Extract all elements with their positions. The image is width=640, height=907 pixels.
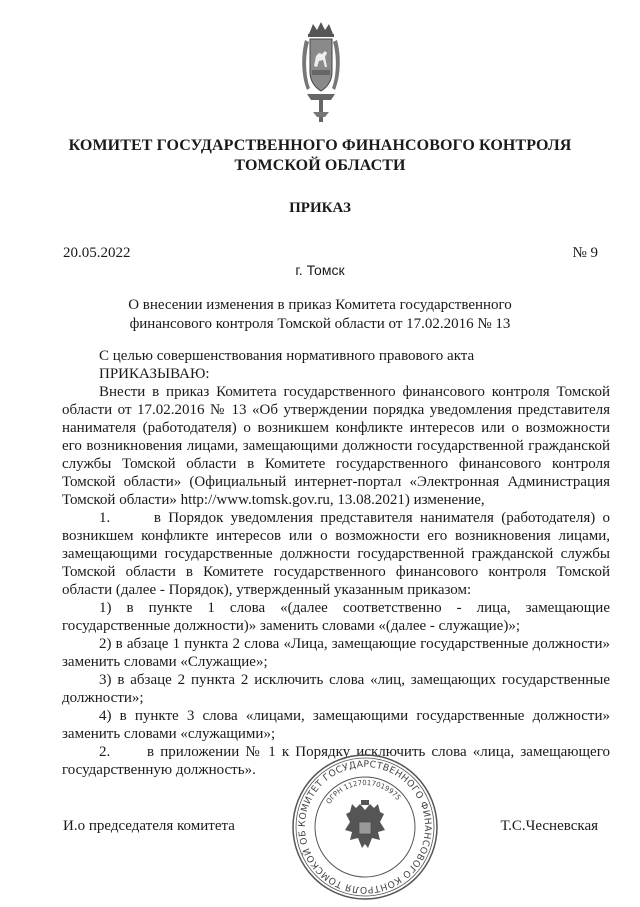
organization-name-line2: ТОМСКОЙ ОБЛАСТИ [234, 157, 406, 174]
body-paragraph: 1. в Порядок уведомления представителя нанимателя (работодателя) о возникшем конфликте интересов или о возможности его возникновения лицами, замещающими государственные должности государственной гражданской службы Томской области в Комитете государственного финансового контроля Томской области (далее - Порядок), утвержденный указанным приказом: [62, 510, 610, 598]
stamp-outer-text: КОМИТЕТ ГОСУДАРСТВЕННОГО ФИНАНСОВОГО КОНТРОЛЯ ТОМСКОЙ ОБ [296, 758, 434, 896]
body-paragraph: 2) в абзаце 1 пункта 2 слова «Лица, замещающие государственные должности» заменить словами «Служащие»; [62, 636, 610, 670]
body-paragraph: 3) в абзаце 2 пункта 2 исключить слова «лиц, замещающих государственные должности»; [62, 672, 610, 706]
document-body [62, 347, 610, 779]
body-paragraph: ПРИКАЗЫВАЮ: [99, 366, 210, 382]
body-paragraph: Внести в приказ Комитета государственного финансового контроля Томской области от 17.02.2016 № 13 «Об утверждении порядка уведомления представителя нанимателя (работодателя) о возникшем конфликте интересов или о возможности его возникновения лицами, замещающими должности государственной гражданской службы Томской области в Комитете государственного финансового контроля Томской области» (Официальный интернет-портал «Электронная Администрация Томской области» http://www.tomsk.gov.ru, 13.08.2021) изменение, [62, 384, 610, 508]
body-paragraph: С целью совершенствования нормативного правового акта [99, 348, 475, 364]
subject-line1: О внесении изменения в приказ Комитета государственного [128, 297, 512, 313]
document-type-title: ПРИКАЗ [289, 200, 351, 216]
coat-of-arms-emblem [301, 20, 341, 125]
body-paragraph: 2. в приложении № 1 к Порядку исключить слова «лица, замещающего государственную должность». [62, 744, 610, 778]
body-paragraph: 1) в пункте 1 слова «(далее соответственно - лица, замещающие государственные должности)» заменить словами «(далее - служащие)»; [62, 600, 610, 634]
body-paragraph: 4) в пункте 3 слова «лицами, замещающими государственные должности» заменить словами «служащими»; [62, 708, 610, 742]
document-number: № 9 [572, 245, 598, 261]
subject-line2: финансового контроля Томской области от 17.02.2016 № 13 [129, 316, 511, 332]
official-seal-stamp [290, 752, 440, 902]
signatory-title: И.о председателя комитета [63, 818, 235, 834]
eagle-emblem-icon [345, 800, 385, 848]
signatory-name: Т.С.Чесневская [500, 818, 598, 834]
document-date: 20.05.2022 [63, 245, 131, 261]
organization-name-line1: КОМИТЕТ ГОСУДАРСТВЕННОГО ФИНАНСОВОГО КОНТРОЛЯ [68, 137, 572, 154]
document-subject [100, 296, 540, 334]
document-city: г. Томск [295, 262, 345, 278]
stamp-inner-text: ОГРН 1127017019975 [324, 778, 403, 806]
